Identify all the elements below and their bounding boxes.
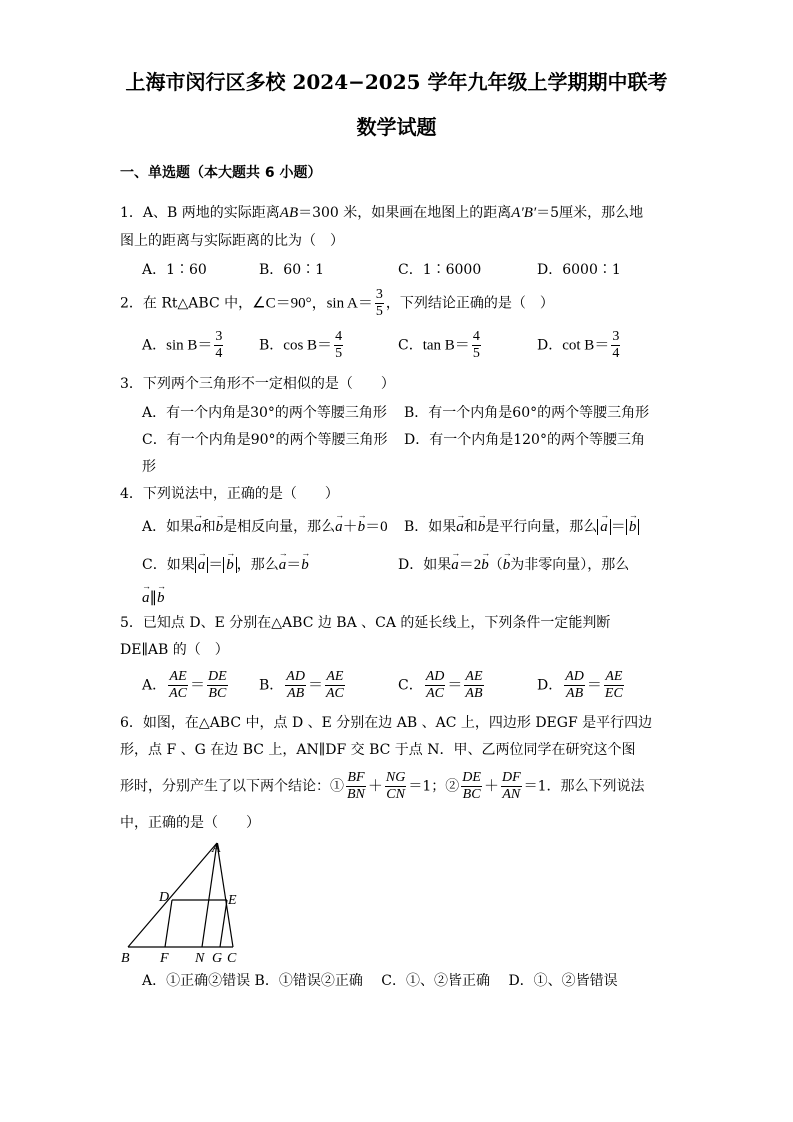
q4-c-text-2: ，那么 [236,557,279,573]
q2-b-num: 4 [335,329,343,344]
q2-b-fn: cos B＝ [283,337,333,354]
q1-text-a: A、B 两地的实际距离 [142,205,280,221]
page-subtitle: 数学试题 [356,115,437,139]
q2-sin-den: 5 [375,304,383,319]
q2-d-fraction [611,329,620,362]
q6-text-4: ＝1；② [408,778,460,795]
vector-a-abs: → a [198,557,206,574]
q2-number: 2． [120,295,143,312]
question-5-line-1 [120,613,610,633]
denominator: AC [426,686,444,701]
denominator: BC [208,686,227,701]
fraction [604,669,624,702]
q2-a-den: 4 [215,346,223,361]
vector-b: → b [503,557,511,574]
q4-option-d-continued [142,588,165,607]
label-d: D [159,890,170,905]
q4-d-text-3: 为非零向量），那么 [510,557,630,573]
q2-sin-fraction [375,287,384,320]
q4-b-text-2: 和 [463,519,478,535]
q6-options[interactable]: A．①正确②错误 B．①错误②正确 C．①、②皆正确 D．①、②皆错误 [142,973,618,989]
fraction [464,669,483,702]
numerator: AD [565,669,584,684]
section-heading: 一、单选题（本大题共 6 小题） [120,165,322,181]
q3-option-c[interactable]: C．有一个内角是90°的两个等腰三角形 [142,432,388,448]
denominator: AB [566,686,584,701]
vector-b: → b [157,590,165,607]
q2-d-den: 4 [612,346,620,361]
label-e: E [228,893,237,908]
q4-d-two: 2 [473,557,482,573]
fraction [425,669,446,702]
fraction [346,770,366,803]
q6-text-1: 如图，在△ABC 中，点 D 、E 分别在边 AB 、AC 上，四边形 DEGF 是平行四边 [142,715,653,731]
numerator: AE [326,669,344,684]
question-6-line-4: 中，正确的是（ ） [120,815,260,831]
q5-option-c[interactable]: C． $\frac{AD}{AC}$ ＝ $\frac{AE}{AB}$ [398,669,483,701]
denominator: AC [169,686,188,701]
q3-option-a[interactable]: A．有一个内角是30°的两个等腰三角形 [142,405,387,421]
q3-option-b[interactable]: B．有一个内角是60°的两个等腰三角形 [404,405,650,421]
question-6-line-1 [120,713,652,733]
q3-option-d[interactable]: D．有一个内角是120°的两个等腰三角 [404,432,645,448]
numerator: AE [605,669,623,684]
q2-option-d[interactable] [537,329,622,362]
q1-option-c[interactable]: C．1∶6000 [398,262,482,278]
label-b: B [121,951,130,966]
denominator: BC [462,787,481,802]
q5-c-label: C． [398,677,423,694]
q2-d-num: 3 [612,329,620,344]
q5-option-d[interactable]: D． $\frac{AD}{AB}$ ＝ $\frac{AE}{EC}$ [537,669,623,701]
plus: ＋ [483,778,499,795]
q2-c-num: 4 [472,329,480,344]
q5-number: 5． [120,615,143,631]
label-g: G [212,951,223,966]
q1-option-a[interactable]: A．1∶60 [142,262,207,278]
question-1-line-1 [120,203,643,223]
q3-number: 3． [120,376,143,392]
denominator: CN [386,787,405,802]
q4-option-c[interactable] [142,553,309,574]
vector-b: → b [358,519,366,536]
fraction [564,669,585,702]
q5-text: 已知点 D、E 分别在△ABC 边 BA 、CA 的延长线上，下列条件一定能判断 [142,615,611,631]
q4-option-d[interactable] [398,553,629,574]
label-a: A [212,841,221,856]
q2-c-den: 5 [472,346,480,361]
question-2-stem [120,287,554,320]
q4-a-text-1: A．如果 [142,519,195,535]
line-eg [220,900,227,947]
q2-c-fn: tan B＝ [422,337,470,354]
vector-a: → a [142,590,150,607]
q2-d-fn: cot B＝ [562,337,610,354]
q4-a-text-3: 是相反向量，那么 [223,519,336,535]
vector-a: → a [279,557,287,574]
q2-sin: sin A＝ [326,295,373,312]
triangle-figure [115,838,245,966]
question-4-stem [120,484,339,504]
q4-a-plus: ＋ [342,519,358,535]
q2-text-b: ，下列结论正确的是（ ） [385,295,554,312]
q4-b-text-1: B．如果 [404,519,457,535]
vector-b: → b [301,557,309,574]
q4-c-text-1: C．如果 [142,557,195,573]
q5-b-label: B． [259,677,284,694]
denominator: BN [347,787,365,802]
q4-number: 4． [120,486,143,502]
line-df [165,900,172,947]
q2-text-a: 在 Rt△ABC 中， [142,295,253,312]
q2-option-b[interactable] [259,329,345,362]
q2-option-a[interactable] [142,329,225,362]
numerator: NG [385,770,406,785]
q2-b-fraction [334,329,343,362]
question-6-line-2: 形，点 F 、G 在边 BC 上，AN∥DF 交 BC 于点 N．甲、乙两位同学在研究这个图 [120,742,636,758]
numerator: DE [462,770,481,785]
question-6-line-3 [120,770,645,803]
q4-b-eq: ＝ [610,519,626,535]
denominator: AN [502,787,521,802]
q5-option-a[interactable]: A． $\frac{AE}{AC}$ ＝ $\frac{DE}{BC}$ [142,669,227,701]
fraction [207,669,228,702]
label-c: C [227,951,237,966]
vector-b-abs: → b [226,557,234,574]
q2-angle: ∠C＝90°， [252,295,327,312]
q6-number: 6． [120,715,143,731]
numerator: AD [286,669,305,684]
page-title: 上海市闵行区多校 2024−2025 学年九年级上学期期中联考 [125,70,668,94]
vector-b-abs: → b [629,519,637,536]
numerator: DE [208,669,227,684]
vector-a: → a [451,557,459,574]
vector-a-abs: → a [600,519,608,536]
fraction [385,770,406,803]
q1-number: 1． [120,205,143,221]
vector-b: → b [481,557,489,574]
vector-a: → a [456,519,464,536]
q1-text-b: ＝300 米，如果画在地图上的距离 [298,205,512,221]
q5-a-label: A． [142,677,167,694]
vector-b: → b [478,519,486,536]
fraction [325,669,345,702]
q4-d-text-1: D．如果 [398,557,452,573]
numerator: AE [169,669,187,684]
q2-a-num: 3 [215,329,223,344]
q1-ab: AB [279,205,299,221]
vector-a: → a [194,519,202,536]
q1-option-b[interactable]: B．60∶1 [259,262,325,278]
q4-text: 下列说法中，正确的是（ ） [142,486,339,502]
question-5-line-2: DE∥AB 的（ ） [120,642,229,658]
q4-option-a[interactable] [142,515,388,536]
q4-c-eq-1: ＝ [208,557,224,573]
q1-option-d[interactable]: D．6000∶1 [537,262,621,278]
vector-b: → b [216,519,224,536]
q2-sin-num: 3 [375,287,383,302]
fraction [461,770,482,803]
q2-b-label: B． [259,337,284,354]
q3-option-d-continued: 形 [142,459,156,475]
q4-d-eq: ＝ [458,557,474,573]
q6-text-3: 形时，分别产生了以下两个结论：① [120,778,344,795]
q4-d-text-2: （ [488,557,503,573]
q2-a-fn: sin B＝ [166,337,213,354]
denominator: AB [287,686,305,701]
q1-text-c: ＝5厘米，那么地 [536,205,644,221]
question-1-line-2: 图上的距离与实际距离的比为（ ） [120,233,344,249]
q4-option-b[interactable] [404,515,639,536]
q2-c-label: C． [398,337,423,354]
fraction [285,669,306,702]
question-3-stem [120,374,395,394]
numerator: BF [347,770,365,785]
denominator: AB [465,686,483,701]
plus: ＋ [367,778,383,795]
q2-d-label: D． [537,337,563,354]
vector-a: → a [335,519,343,536]
q1-apbp: A′B′ [511,205,537,221]
fraction [168,669,188,702]
q2-b-den: 5 [335,346,343,361]
numerator: AE [465,669,483,684]
label-n: N [195,951,205,966]
q4-d-parallel: ∥ [149,590,157,606]
q6-text-5: ＝1．那么下列说法 [523,778,645,795]
numerator: DF [501,770,521,785]
q2-a-fraction [214,329,223,362]
q2-a-label: A． [142,337,167,354]
q4-b-text-3: 是平行向量，那么 [485,519,598,535]
fraction [501,770,522,803]
q4-a-zero: ＝0 [365,519,388,535]
q2-c-fraction [472,329,481,362]
label-f: F [160,951,169,966]
q4-c-eq-2: ＝ [286,557,302,573]
denominator: EC [604,686,623,701]
q5-d-label: D． [537,677,563,694]
q3-text: 下列两个三角形不一定相似的是（ ） [142,376,395,392]
denominator: AC [325,686,344,701]
q2-option-c[interactable] [398,329,483,362]
q5-option-b[interactable]: B． $\frac{AD}{AB}$ ＝ $\frac{AE}{AC}$ [259,669,344,701]
q4-a-text-2: 和 [201,519,216,535]
numerator: AD [425,669,445,684]
